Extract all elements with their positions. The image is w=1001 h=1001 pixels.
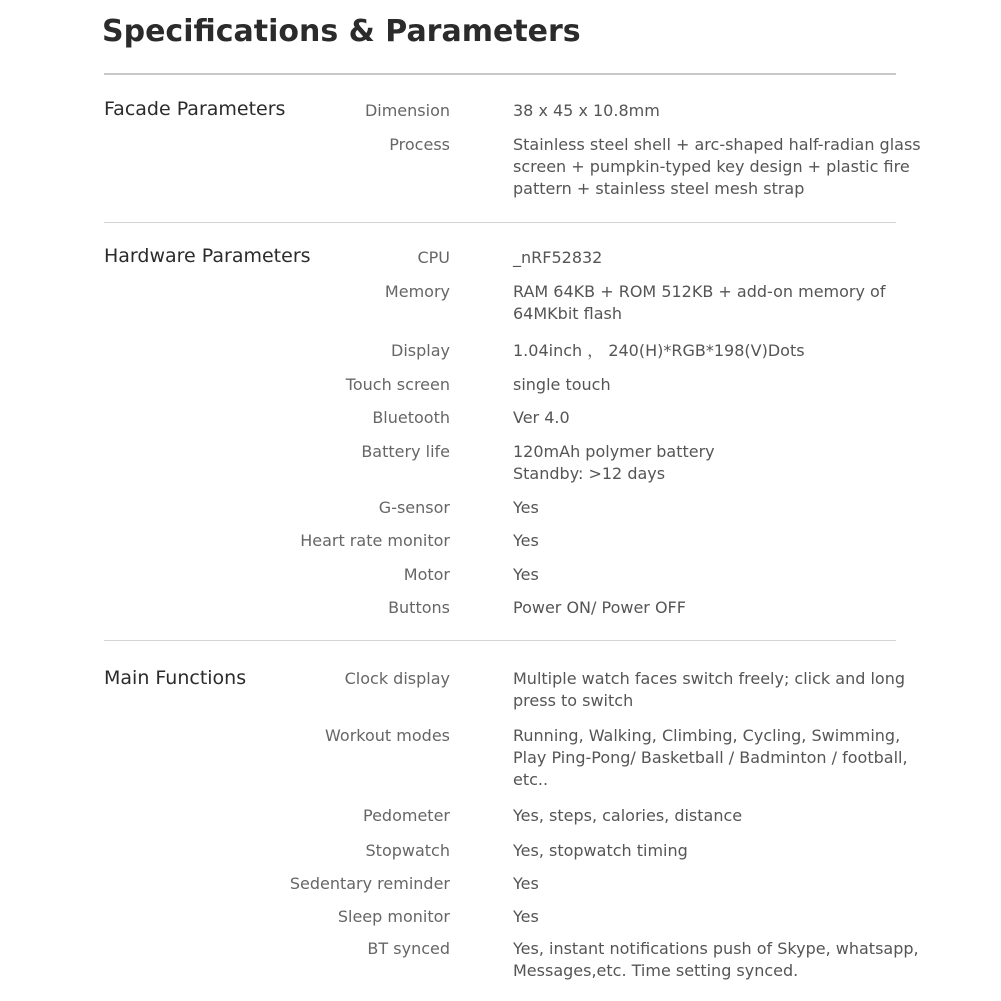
- param-value: [513, 281, 903, 325]
- page-title: Specifications & Parameters: [102, 14, 581, 49]
- param-value: [513, 725, 908, 791]
- param-label: Workout modes: [325, 726, 450, 745]
- value-line: single touch: [513, 375, 611, 394]
- param-label: Pedometer: [363, 806, 450, 825]
- param-label: Sleep monitor: [337, 907, 450, 926]
- param-label: Buttons: [388, 598, 450, 617]
- value-line: Yes, stopwatch timing: [513, 841, 688, 860]
- section-title-facade: Facade Parameters: [104, 98, 286, 120]
- value-line: Running, Walking, Climbing, Cycling, Swimming,: [513, 726, 901, 745]
- param-label: Battery life: [361, 442, 450, 461]
- value-line: 38 x 45 x 10.8mm: [513, 101, 660, 120]
- value-line: Ver 4.0: [513, 408, 570, 427]
- title-divider: [104, 73, 896, 75]
- value-line: _nRF52832: [513, 248, 603, 267]
- value-line: Yes: [513, 531, 539, 550]
- param-value: [513, 134, 921, 200]
- param-label: Process: [389, 135, 450, 154]
- value-line: 120mAh polymer battery: [513, 442, 715, 461]
- param-label: CPU: [417, 248, 450, 267]
- param-value: [513, 938, 919, 982]
- param-value: [513, 100, 903, 122]
- value-line: 1.04inch ， 240(H)*RGB*198(V)Dots: [513, 341, 805, 360]
- section-title-main-functions: Main Functions: [104, 667, 247, 689]
- param-label: Stopwatch: [365, 841, 450, 860]
- value-line: press to switch: [513, 691, 634, 710]
- param-label: Sedentary reminder: [289, 874, 450, 893]
- value-line: Multiple watch faces switch freely; click and long: [513, 669, 905, 688]
- param-value: [513, 906, 903, 928]
- param-value: [513, 441, 903, 485]
- value-line: 64MKbit flash: [513, 304, 622, 323]
- value-line: Yes, steps, calories, distance: [513, 806, 743, 825]
- param-label: G-sensor: [378, 498, 450, 517]
- param-value: [513, 597, 903, 619]
- param-value: [513, 564, 903, 586]
- param-value: [513, 340, 903, 362]
- value-line: etc..: [513, 770, 549, 789]
- param-label: Heart rate monitor: [300, 531, 450, 550]
- param-label: Motor: [403, 565, 450, 584]
- param-label: Clock display: [344, 669, 450, 688]
- param-label: Touch screen: [345, 375, 450, 394]
- value-line: Yes: [513, 565, 539, 584]
- param-label: Bluetooth: [372, 408, 450, 427]
- value-line: Yes: [513, 907, 539, 926]
- value-line: Yes, instant notifications push of Skype, whatsapp,: [513, 939, 919, 958]
- param-label: BT synced: [367, 939, 450, 958]
- value-line: pattern + stainless steel mesh strap: [513, 179, 805, 198]
- param-value: [513, 668, 903, 712]
- param-value: [513, 247, 903, 269]
- section-divider: [104, 222, 896, 223]
- value-line: Play Ping-Pong/ Basketball / Badminton / football,: [513, 748, 908, 767]
- param-label: Display: [391, 341, 450, 360]
- param-value: [513, 873, 903, 895]
- section-title-hardware: Hardware Parameters: [104, 245, 311, 267]
- param-label: Dimension: [364, 101, 450, 120]
- param-value: [513, 407, 903, 429]
- value-line: Standby: >12 days: [513, 464, 666, 483]
- param-value: [513, 530, 903, 552]
- value-line: Yes: [513, 874, 539, 893]
- value-line: Messages,etc. Time setting synced.: [513, 961, 799, 980]
- param-label: Memory: [384, 282, 450, 301]
- value-line: RAM 64KB + ROM 512KB + add-on memory of: [513, 282, 886, 301]
- section-divider: [104, 640, 896, 641]
- param-value: [513, 840, 903, 862]
- value-line: Yes: [513, 498, 539, 517]
- value-line: screen + pumpkin-typed key design + plastic fire: [513, 157, 910, 176]
- value-line: Power ON/ Power OFF: [513, 598, 686, 617]
- param-value: [513, 497, 903, 519]
- param-value: [513, 374, 903, 396]
- param-value: [513, 805, 903, 827]
- value-line: Stainless steel shell + arc-shaped half-radian glass: [513, 135, 921, 154]
